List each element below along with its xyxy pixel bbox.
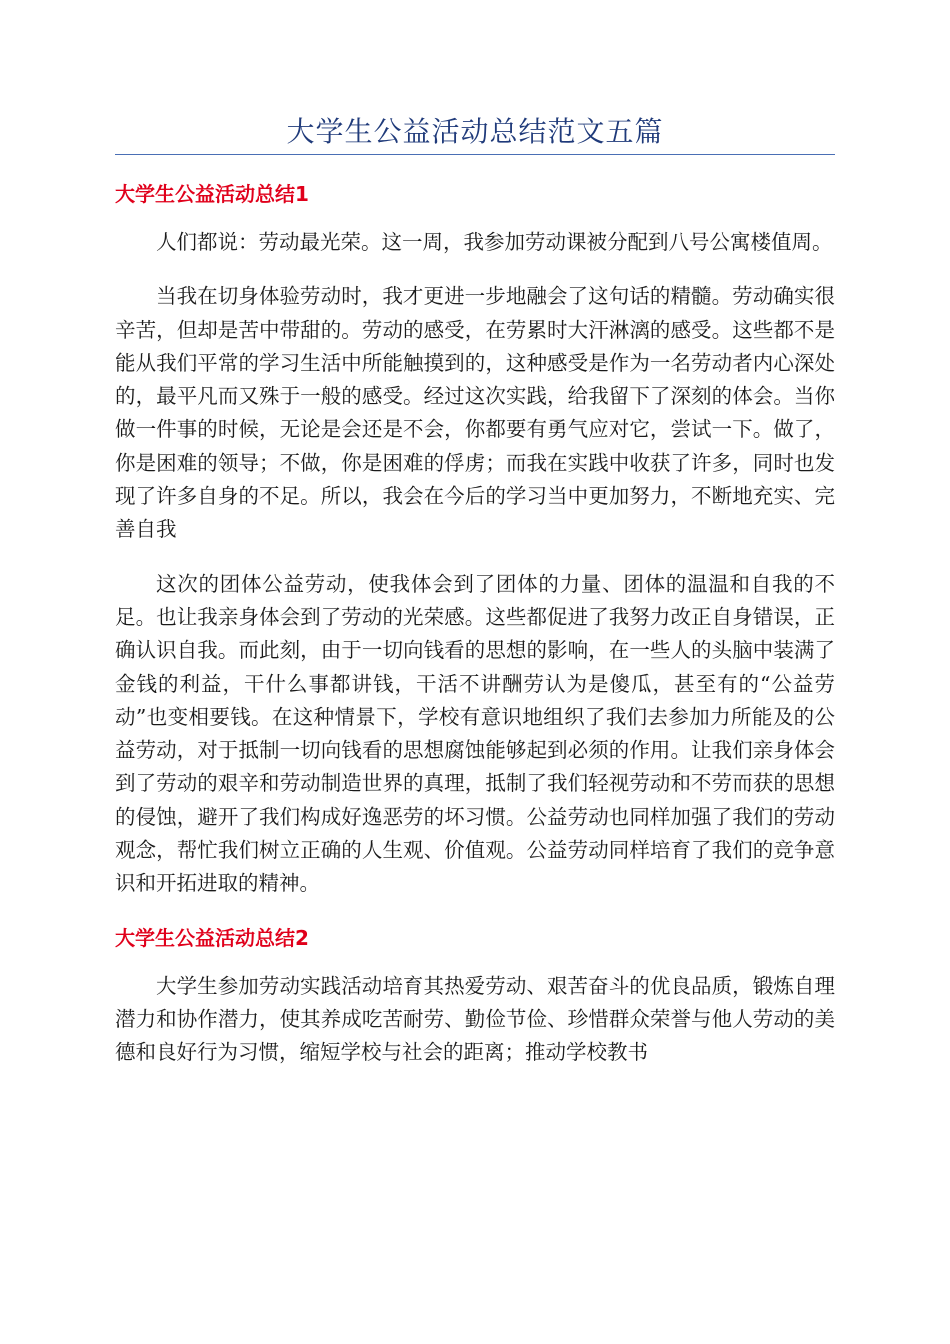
paragraph: 这次的团体公益劳动，使我体会到了团体的力量、团体的温温和自我的不足。也让我亲身体会到了劳动的光荣感。这些都促进了我努力改正自身错误，正确认识自我。而此刻，由于一切向钱看的思想的影响，在一些人的头脑中装满了金钱的利益，干什么事都讲钱，干活不讲酬劳认为是傻瓜，甚至有的“公益劳动”也变相要钱。在这种情景下，学校有意识地组织了我们去参加力所能及的公益劳动，对于抵制一切向钱看的思想腐蚀能够起到必须的作用。让我们亲身体会到了劳动的艰辛和劳动制造世界的真理，抵制了我们轻视劳动和不劳而获的思想的侵蚀，避开了我们构成好逸恶劳的坏习惯。公益劳动也同样加强了我们的劳动观念，帮忙我们树立正确的人生观、价值观。公益劳动同样培育了我们的竞争意识和开拓进取的精神。 [115, 571, 835, 896]
section-heading: 大学生公益活动总结2 [115, 925, 309, 950]
section-heading: 大学生公益活动总结1 [115, 182, 309, 206]
paragraph: 大学生参加劳动实践活动培育其热爱劳动、艰苦奋斗的优良品质，锻炼自理潜力和协作潜力，使其养成吃苦耐劳、勤俭节俭、珍惜群众荣誉与他人劳动的美德和良好行为习惯，缩短学校与社会的距离；推动学校教书 [115, 973, 835, 1065]
document-body [115, 178, 835, 1091]
paragraph: 当我在切身体验劳动时，我才更进一步地融会了这句话的精髓。劳动确实很辛苦，但却是苦中带甜的。劳动的感受，在劳累时大汗淋漓的感受。这些都不是能从我们平常的学习生活中所能触摸到的，这种感受是作为一名劳动者内心深处的，最平凡而又殊于一般的感受。经过这次实践，给我留下了深刻的体会。当你做一件事的时候，无论是会还是不会，你都要有勇气应对它，尝试一下。做了，你是困难的领导；不做，你是困难的俘虏；而我在实践中收获了许多，同时也发现了许多自身的不足。所以，我会在今后的学习当中更加努力，不断地充实、完善自我 [115, 284, 835, 542]
document-title: 大学生公益活动总结范文五篇 [286, 115, 664, 148]
title-underline [115, 154, 835, 155]
section-2 [115, 922, 835, 1070]
section-1 [115, 178, 835, 901]
paragraph: 人们都说：劳动最光荣。这一周，我参加劳动课被分配到八号公寓楼值周。 [156, 230, 833, 254]
